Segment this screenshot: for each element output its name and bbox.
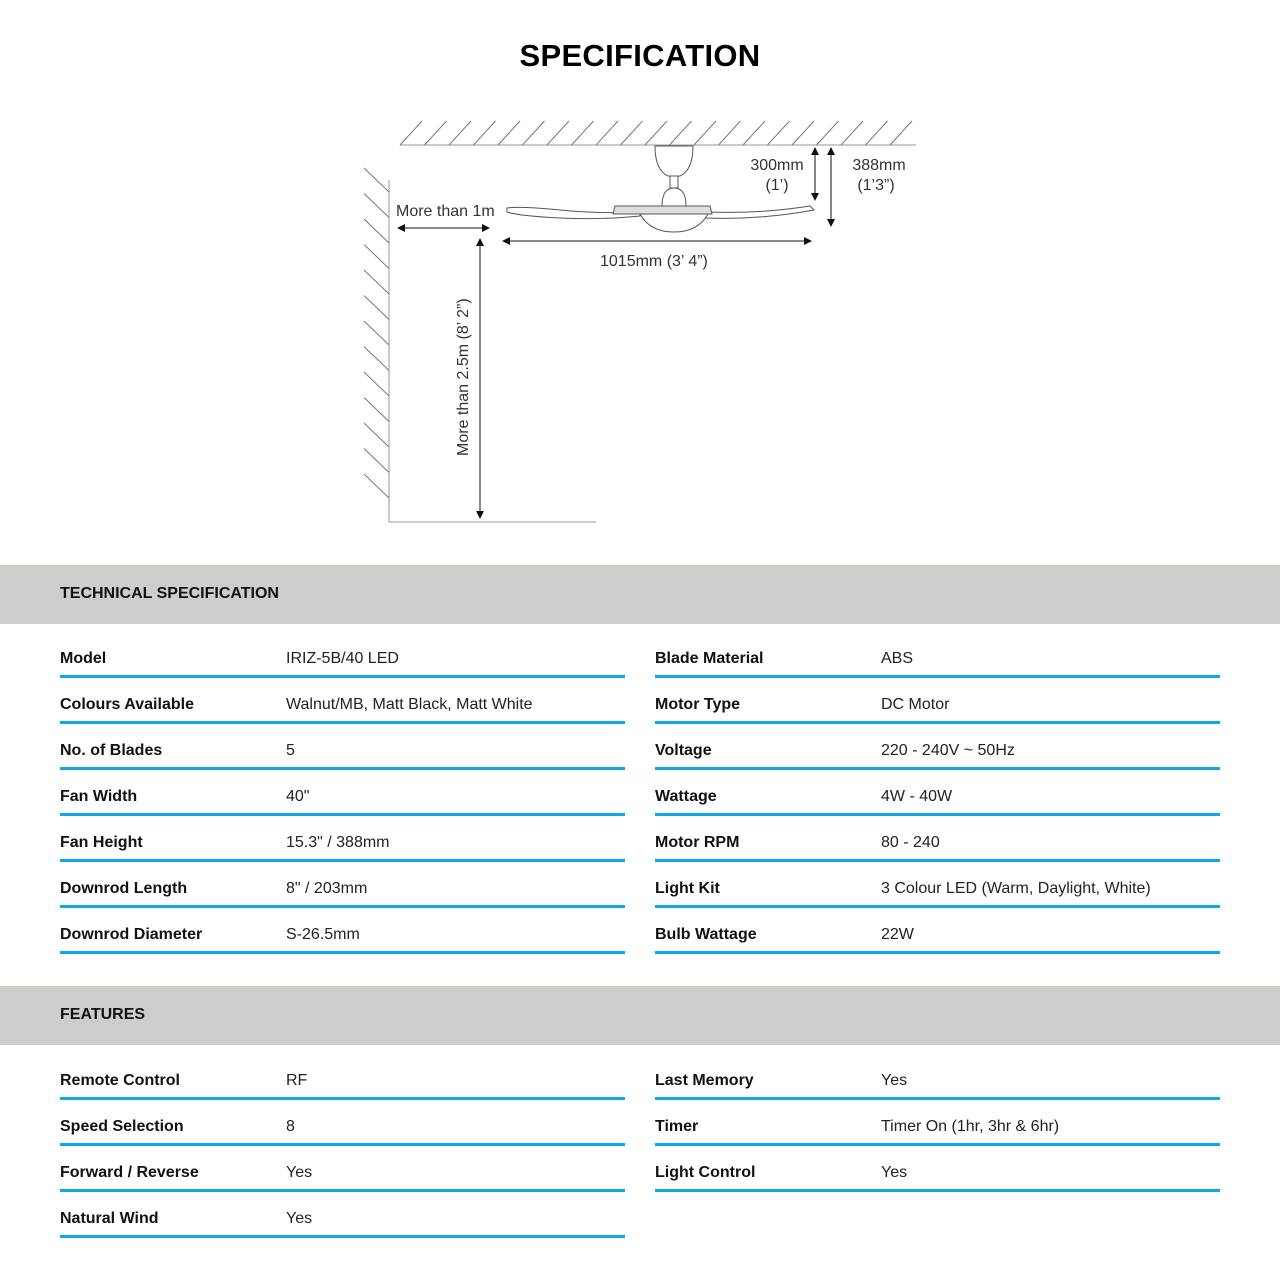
- ceiling-hatch-mark: [498, 121, 520, 145]
- spec-row: [655, 770, 1220, 816]
- ceiling-hatch-mark: [572, 121, 594, 145]
- spec-row: [60, 770, 625, 816]
- spec-value: 8" / 203mm: [286, 880, 368, 897]
- ceiling-hatch-mark: [645, 121, 667, 145]
- spec-label: Timer: [655, 1118, 699, 1135]
- spec-label: Downrod Length: [60, 880, 188, 897]
- installation-diagram: [0, 0, 1280, 560]
- spec-row: [655, 724, 1220, 770]
- features-left-column: [60, 1054, 625, 1238]
- features-header: [0, 986, 1280, 1045]
- spec-row: [60, 1192, 625, 1238]
- spec-value: IRIZ-5B/40 LED: [286, 650, 399, 667]
- wall-hatch-mark: [364, 296, 389, 320]
- page-title: SPECIFICATION: [519, 38, 761, 73]
- ceiling-hatch-mark: [792, 121, 814, 145]
- spec-label: Light Kit: [655, 880, 720, 897]
- ceiling-hatch-mark: [621, 121, 643, 145]
- wall-hatch-mark: [364, 321, 389, 345]
- wall-hatch-mark: [364, 474, 389, 498]
- spec-label: Model: [60, 650, 107, 667]
- spec-row: [60, 1100, 625, 1146]
- spec-value: Yes: [881, 1072, 908, 1089]
- spec-label: Colours Available: [60, 696, 194, 713]
- spec-label: Last Memory: [655, 1072, 754, 1089]
- ceiling-hatch-mark: [523, 121, 545, 145]
- wall-hatch-mark: [364, 194, 389, 218]
- spec-row: [60, 908, 625, 954]
- spec-label: Blade Material: [655, 650, 764, 667]
- blade-drop-ft-label: (1’): [765, 177, 789, 194]
- spec-value: 3 Colour LED (Warm, Daylight, White): [881, 880, 1151, 897]
- blade-drop-mm-label: 300mm: [750, 157, 804, 174]
- spec-value: 5: [286, 742, 295, 759]
- spec-value: Walnut/MB, Matt Black, Matt White: [286, 696, 533, 713]
- spec-row: [60, 1146, 625, 1192]
- ceiling-hatch-mark: [719, 121, 741, 145]
- spec-value: 220 - 240V ~ 50Hz: [881, 742, 1015, 759]
- wall-hatch-mark: [364, 449, 389, 473]
- ceiling-hatch-mark: [474, 121, 496, 145]
- ceiling-hatch-mark: [694, 121, 716, 145]
- spec-label: Voltage: [655, 742, 712, 759]
- spec-row: [655, 632, 1220, 678]
- technical-specification-title: TECHNICAL SPECIFICATION: [60, 585, 279, 602]
- ceiling-hatch-mark: [400, 121, 422, 145]
- spec-value: ABS: [881, 650, 914, 667]
- spec-row: [655, 678, 1220, 724]
- spec-label: Fan Width: [60, 788, 138, 805]
- spec-value: Timer On (1hr, 3hr & 6hr): [881, 1118, 1060, 1135]
- ceiling-hatch-mark: [841, 121, 863, 145]
- wall-hatch-mark: [364, 372, 389, 396]
- spec-value: S-26.5mm: [286, 926, 360, 943]
- ceiling-hatch-mark: [866, 121, 888, 145]
- spec-label: Downrod Diameter: [60, 926, 203, 943]
- spec-label: Remote Control: [60, 1072, 180, 1089]
- ceiling-hatch-mark: [743, 121, 765, 145]
- fan-span-label: 1015mm (3’ 4”): [600, 253, 708, 270]
- spec-row: [655, 1100, 1220, 1146]
- wall-hatch-mark: [364, 423, 389, 447]
- spec-value: 40": [286, 788, 310, 805]
- spec-value: 8: [286, 1118, 295, 1135]
- spec-row: [60, 678, 625, 724]
- overall-height-mm-label: 388mm: [852, 157, 906, 174]
- ceiling-hatch-mark: [449, 121, 471, 145]
- wall-hatch: [364, 168, 389, 522]
- spec-row: [655, 816, 1220, 862]
- technical-specification-left-column: [60, 632, 625, 954]
- spec-row: [60, 632, 625, 678]
- spec-label: Motor RPM: [655, 834, 740, 851]
- spec-row: [60, 816, 625, 862]
- spec-value: Yes: [286, 1164, 313, 1181]
- spec-label: Speed Selection: [60, 1118, 184, 1135]
- spec-label: Forward / Reverse: [60, 1164, 199, 1181]
- spec-row: [60, 862, 625, 908]
- spec-value: 4W - 40W: [881, 788, 953, 805]
- ceiling-hatch: [400, 121, 916, 145]
- technical-specification-header: [0, 565, 1280, 624]
- wall-hatch-mark: [364, 168, 389, 192]
- wall-hatch-mark: [364, 398, 389, 422]
- spec-row: [655, 862, 1220, 908]
- features-title: FEATURES: [60, 1006, 146, 1023]
- spec-row: [60, 724, 625, 770]
- ceiling-hatch-mark: [425, 121, 447, 145]
- spec-label: Bulb Wattage: [655, 926, 757, 943]
- wall-hatch-mark: [364, 219, 389, 243]
- spec-value: 22W: [881, 926, 914, 943]
- spec-label: No. of Blades: [60, 742, 163, 759]
- ceiling-hatch-mark: [768, 121, 790, 145]
- spec-label: Fan Height: [60, 834, 143, 851]
- spec-row: [655, 1146, 1220, 1192]
- spec-label: Wattage: [655, 788, 717, 805]
- spec-value: Yes: [286, 1210, 313, 1227]
- spec-label: Motor Type: [655, 696, 741, 713]
- ceiling-hatch-mark: [670, 121, 692, 145]
- spec-row: [655, 908, 1220, 954]
- wall-hatch-mark: [364, 245, 389, 269]
- overall-height-ft-label: (1’3”): [857, 177, 895, 194]
- wall-clearance-label: More than 1m: [396, 203, 495, 220]
- spec-row: [60, 1054, 625, 1100]
- spec-label: Natural Wind: [60, 1210, 159, 1227]
- ceiling-hatch-mark: [817, 121, 839, 145]
- spec-value: 80 - 240: [881, 834, 940, 851]
- spec-value: 15.3" / 388mm: [286, 834, 390, 851]
- technical-specification-right-column: [655, 632, 1220, 954]
- ceiling-hatch-mark: [547, 121, 569, 145]
- spec-value: RF: [286, 1072, 308, 1089]
- spec-value: Yes: [881, 1164, 908, 1181]
- wall-hatch-mark: [364, 347, 389, 371]
- wall-hatch-mark: [364, 270, 389, 294]
- spec-label: Light Control: [655, 1164, 756, 1181]
- ceiling-hatch-mark: [890, 121, 912, 145]
- spec-row: [655, 1054, 1220, 1100]
- spec-value: DC Motor: [881, 696, 950, 713]
- ceiling-hatch-mark: [596, 121, 618, 145]
- features-right-column: [655, 1054, 1220, 1192]
- floor-clearance-label: More than 2.5m (8’ 2”): [455, 298, 472, 456]
